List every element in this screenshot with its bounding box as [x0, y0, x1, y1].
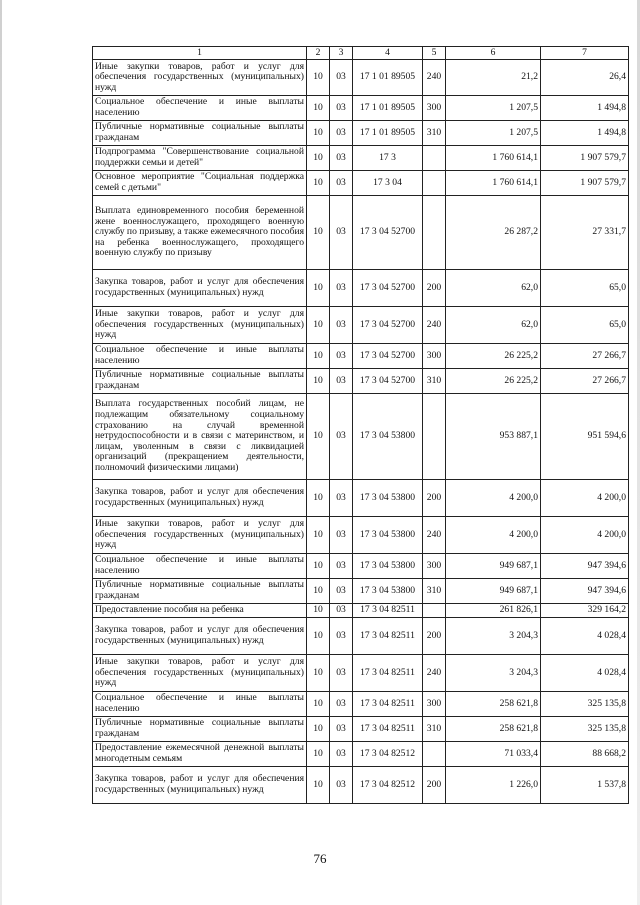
- target-article-cell: 17 3 04 52700: [353, 307, 423, 344]
- amount-year1-cell: 26 225,2: [446, 344, 541, 369]
- row-name-cell: Выплата государственных пособий лицам, не подлежащим обязательному социальному страхованию на случай временной нетрудоспособности и в связи с материнством, и лицам, уволенным в связи с ликвидацией организаций (прекращением деятельности, полномочий физическими лицами): [93, 394, 307, 480]
- section-code-cell: 10: [307, 579, 330, 604]
- amount-year1-cell: 258 621,8: [446, 717, 541, 742]
- expense-type-cell: 310: [423, 121, 446, 146]
- amount-year2-cell: 65,0: [541, 270, 629, 307]
- table-body: [93, 60, 629, 804]
- column-header: 3: [330, 47, 353, 60]
- table-row: [93, 480, 629, 517]
- amount-year2-cell: 27 266,7: [541, 369, 629, 394]
- amount-year1-cell: 1 207,5: [446, 96, 541, 121]
- subsection-code-cell: 03: [330, 196, 353, 270]
- amount-year2-cell: 4 028,4: [541, 618, 629, 655]
- subsection-code-cell: 03: [330, 60, 353, 96]
- section-code-cell: 10: [307, 767, 330, 804]
- amount-year2-cell: 4 028,4: [541, 655, 629, 692]
- amount-year1-cell: 26 287,2: [446, 196, 541, 270]
- row-name-cell: Публичные нормативные социальные выплаты гражданам: [93, 717, 307, 742]
- target-article-cell: 17 3 04 52700: [353, 344, 423, 369]
- amount-year1-cell: 71 033,4: [446, 742, 541, 767]
- target-article-cell: 17 3 04 53800: [353, 554, 423, 579]
- section-code-cell: 10: [307, 618, 330, 655]
- column-header: 4: [353, 47, 423, 60]
- amount-year2-cell: 1 907 579,7: [541, 171, 629, 196]
- table-row: [93, 604, 629, 618]
- amount-year1-cell: 1 226,0: [446, 767, 541, 804]
- target-article-cell: 17 3 04: [353, 171, 423, 196]
- table-row: [93, 554, 629, 579]
- section-code-cell: 10: [307, 344, 330, 369]
- amount-year2-cell: 26,4: [541, 60, 629, 96]
- table-row: [93, 394, 629, 480]
- expense-type-cell: 240: [423, 655, 446, 692]
- row-name-cell: Иные закупки товаров, работ и услуг для обеспечения государственных (муниципальных) нужд: [93, 307, 307, 344]
- subsection-code-cell: 03: [330, 517, 353, 554]
- row-name-cell: Социальное обеспечение и иные выплаты населению: [93, 692, 307, 717]
- amount-year1-cell: 26 225,2: [446, 369, 541, 394]
- expense-type-cell: 300: [423, 554, 446, 579]
- amount-year1-cell: 1 207,5: [446, 121, 541, 146]
- amount-year1-cell: 4 200,0: [446, 517, 541, 554]
- table-row: [93, 618, 629, 655]
- table-row: [93, 307, 629, 344]
- expense-type-cell: 240: [423, 307, 446, 344]
- column-header: 7: [541, 47, 629, 60]
- target-article-cell: 17 3 04 82512: [353, 742, 423, 767]
- target-article-cell: 17 1 01 89505: [353, 96, 423, 121]
- table-row: [93, 517, 629, 554]
- target-article-cell: 17 3 04 52700: [353, 196, 423, 270]
- target-article-cell: 17 3 04 53800: [353, 579, 423, 604]
- row-name-cell: Иные закупки товаров, работ и услуг для обеспечения государственных (муниципальных) нужд: [93, 655, 307, 692]
- row-name-cell: Подпрограмма "Совершенствование социальной поддержки семьи и детей": [93, 146, 307, 171]
- row-name-cell: Закупка товаров, работ и услуг для обеспечения государственных (муниципальных) нужд: [93, 270, 307, 307]
- section-code-cell: 10: [307, 270, 330, 307]
- amount-year2-cell: 88 668,2: [541, 742, 629, 767]
- target-article-cell: 17 3 04 82512: [353, 767, 423, 804]
- target-article-cell: 17 3 04 82511: [353, 618, 423, 655]
- target-article-cell: 17 3 04 82511: [353, 692, 423, 717]
- table-row: [93, 146, 629, 171]
- expense-type-cell: 200: [423, 480, 446, 517]
- table-row: [93, 742, 629, 767]
- subsection-code-cell: 03: [330, 618, 353, 655]
- amount-year1-cell: 1 760 614,1: [446, 146, 541, 171]
- row-name-cell: Публичные нормативные социальные выплаты гражданам: [93, 579, 307, 604]
- section-code-cell: 10: [307, 394, 330, 480]
- amount-year1-cell: 949 687,1: [446, 579, 541, 604]
- amount-year2-cell: 1 494,8: [541, 96, 629, 121]
- subsection-code-cell: 03: [330, 394, 353, 480]
- amount-year1-cell: 4 200,0: [446, 480, 541, 517]
- amount-year2-cell: 27 331,7: [541, 196, 629, 270]
- section-code-cell: 10: [307, 171, 330, 196]
- target-article-cell: 17 3 04 53800: [353, 394, 423, 480]
- page-edge-left: [0, 0, 2, 905]
- amount-year1-cell: 953 887,1: [446, 394, 541, 480]
- row-name-cell: Предоставление пособия на ребенка: [93, 604, 307, 618]
- row-name-cell: Закупка товаров, работ и услуг для обеспечения государственных (муниципальных) нужд: [93, 618, 307, 655]
- target-article-cell: 17 1 01 89505: [353, 121, 423, 146]
- subsection-code-cell: 03: [330, 270, 353, 307]
- amount-year2-cell: 1 494,8: [541, 121, 629, 146]
- section-code-cell: 10: [307, 742, 330, 767]
- amount-year2-cell: 4 200,0: [541, 517, 629, 554]
- section-code-cell: 10: [307, 554, 330, 579]
- row-name-cell: Иные закупки товаров, работ и услуг для обеспечения государственных (муниципальных) нужд: [93, 60, 307, 96]
- row-name-cell: Иные закупки товаров, работ и услуг для обеспечения государственных (муниципальных) нужд: [93, 517, 307, 554]
- table-row: [93, 270, 629, 307]
- section-code-cell: 10: [307, 717, 330, 742]
- expense-type-cell: 310: [423, 369, 446, 394]
- subsection-code-cell: 03: [330, 96, 353, 121]
- expense-type-cell: 200: [423, 270, 446, 307]
- section-code-cell: 10: [307, 480, 330, 517]
- amount-year2-cell: 325 135,8: [541, 692, 629, 717]
- expense-type-cell: [423, 604, 446, 618]
- table-row: [93, 121, 629, 146]
- column-header: 5: [423, 47, 446, 60]
- table-row: [93, 369, 629, 394]
- amount-year2-cell: 329 164,2: [541, 604, 629, 618]
- expense-type-cell: 300: [423, 96, 446, 121]
- amount-year2-cell: 1 537,8: [541, 767, 629, 804]
- expense-type-cell: 240: [423, 60, 446, 96]
- row-name-cell: Закупка товаров, работ и услуг для обеспечения государственных (муниципальных) нужд: [93, 480, 307, 517]
- subsection-code-cell: 03: [330, 554, 353, 579]
- table-row: [93, 717, 629, 742]
- section-code-cell: 10: [307, 60, 330, 96]
- section-code-cell: 10: [307, 692, 330, 717]
- section-code-cell: 10: [307, 369, 330, 394]
- expense-type-cell: 310: [423, 717, 446, 742]
- amount-year2-cell: 4 200,0: [541, 480, 629, 517]
- section-code-cell: 10: [307, 96, 330, 121]
- table-row: [93, 196, 629, 270]
- amount-year1-cell: 3 204,3: [446, 618, 541, 655]
- expense-type-cell: [423, 394, 446, 480]
- subsection-code-cell: 03: [330, 369, 353, 394]
- table-row: [93, 692, 629, 717]
- subsection-code-cell: 03: [330, 579, 353, 604]
- subsection-code-cell: 03: [330, 604, 353, 618]
- column-header: 1: [93, 47, 307, 60]
- row-name-cell: Социальное обеспечение и иные выплаты населению: [93, 554, 307, 579]
- subsection-code-cell: 03: [330, 655, 353, 692]
- expense-type-cell: 200: [423, 618, 446, 655]
- expense-type-cell: 240: [423, 517, 446, 554]
- table-row: [93, 96, 629, 121]
- table-row: [93, 767, 629, 804]
- table-row: [93, 344, 629, 369]
- row-name-cell: Выплата единовременного пособия беременной жене военнослужащего, проходящего военную службу по призыву, а также ежемесячного пособия на ребенка военнослужащего, проходящего военную службу по призыву: [93, 196, 307, 270]
- amount-year2-cell: 947 394,6: [541, 554, 629, 579]
- subsection-code-cell: 03: [330, 307, 353, 344]
- section-code-cell: 10: [307, 604, 330, 618]
- row-name-cell: Публичные нормативные социальные выплаты гражданам: [93, 121, 307, 146]
- row-name-cell: Социальное обеспечение и иные выплаты населению: [93, 344, 307, 369]
- target-article-cell: 17 3 04 52700: [353, 369, 423, 394]
- section-code-cell: 10: [307, 655, 330, 692]
- budget-table: [92, 46, 629, 804]
- section-code-cell: 10: [307, 517, 330, 554]
- subsection-code-cell: 03: [330, 146, 353, 171]
- expense-type-cell: [423, 742, 446, 767]
- amount-year1-cell: 62,0: [446, 307, 541, 344]
- target-article-cell: 17 3 04 82511: [353, 717, 423, 742]
- table-row: [93, 171, 629, 196]
- amount-year1-cell: 261 826,1: [446, 604, 541, 618]
- row-name-cell: Основное мероприятие "Социальная поддержка семей с детьми": [93, 171, 307, 196]
- row-name-cell: Предоставление ежемесячной денежной выплаты многодетным семьям: [93, 742, 307, 767]
- amount-year1-cell: 21,2: [446, 60, 541, 96]
- expense-type-cell: 200: [423, 767, 446, 804]
- row-name-cell: Закупка товаров, работ и услуг для обеспечения государственных (муниципальных) нужд: [93, 767, 307, 804]
- amount-year2-cell: 951 594,6: [541, 394, 629, 480]
- table-row: [93, 655, 629, 692]
- target-article-cell: 17 1 01 89505: [353, 60, 423, 96]
- expense-type-cell: [423, 171, 446, 196]
- column-header: 2: [307, 47, 330, 60]
- expense-type-cell: [423, 196, 446, 270]
- section-code-cell: 10: [307, 121, 330, 146]
- subsection-code-cell: 03: [330, 480, 353, 517]
- amount-year2-cell: 325 135,8: [541, 717, 629, 742]
- section-code-cell: 10: [307, 146, 330, 171]
- expense-type-cell: [423, 146, 446, 171]
- amount-year1-cell: 1 760 614,1: [446, 171, 541, 196]
- subsection-code-cell: 03: [330, 171, 353, 196]
- subsection-code-cell: 03: [330, 344, 353, 369]
- amount-year1-cell: 949 687,1: [446, 554, 541, 579]
- amount-year1-cell: 3 204,3: [446, 655, 541, 692]
- amount-year2-cell: 1 907 579,7: [541, 146, 629, 171]
- row-name-cell: Публичные нормативные социальные выплаты гражданам: [93, 369, 307, 394]
- expense-type-cell: 310: [423, 579, 446, 604]
- row-name-cell: Социальное обеспечение и иные выплаты населению: [93, 96, 307, 121]
- page-number: 76: [313, 851, 327, 866]
- table-row: [93, 579, 629, 604]
- expense-type-cell: 300: [423, 344, 446, 369]
- subsection-code-cell: 03: [330, 121, 353, 146]
- target-article-cell: 17 3 04 52700: [353, 270, 423, 307]
- target-article-cell: 17 3 04 82511: [353, 604, 423, 618]
- subsection-code-cell: 03: [330, 767, 353, 804]
- target-article-cell: 17 3 04 53800: [353, 517, 423, 554]
- amount-year2-cell: 65,0: [541, 307, 629, 344]
- section-code-cell: 10: [307, 196, 330, 270]
- expense-type-cell: 300: [423, 692, 446, 717]
- column-header: 6: [446, 47, 541, 60]
- amount-year2-cell: 27 266,7: [541, 344, 629, 369]
- target-article-cell: 17 3: [353, 146, 423, 171]
- table-header-row: [93, 47, 629, 60]
- subsection-code-cell: 03: [330, 692, 353, 717]
- section-code-cell: 10: [307, 307, 330, 344]
- table-row: [93, 60, 629, 96]
- amount-year1-cell: 258 621,8: [446, 692, 541, 717]
- amount-year1-cell: 62,0: [446, 270, 541, 307]
- subsection-code-cell: 03: [330, 742, 353, 767]
- amount-year2-cell: 947 394,6: [541, 579, 629, 604]
- target-article-cell: 17 3 04 53800: [353, 480, 423, 517]
- target-article-cell: 17 3 04 82511: [353, 655, 423, 692]
- subsection-code-cell: 03: [330, 717, 353, 742]
